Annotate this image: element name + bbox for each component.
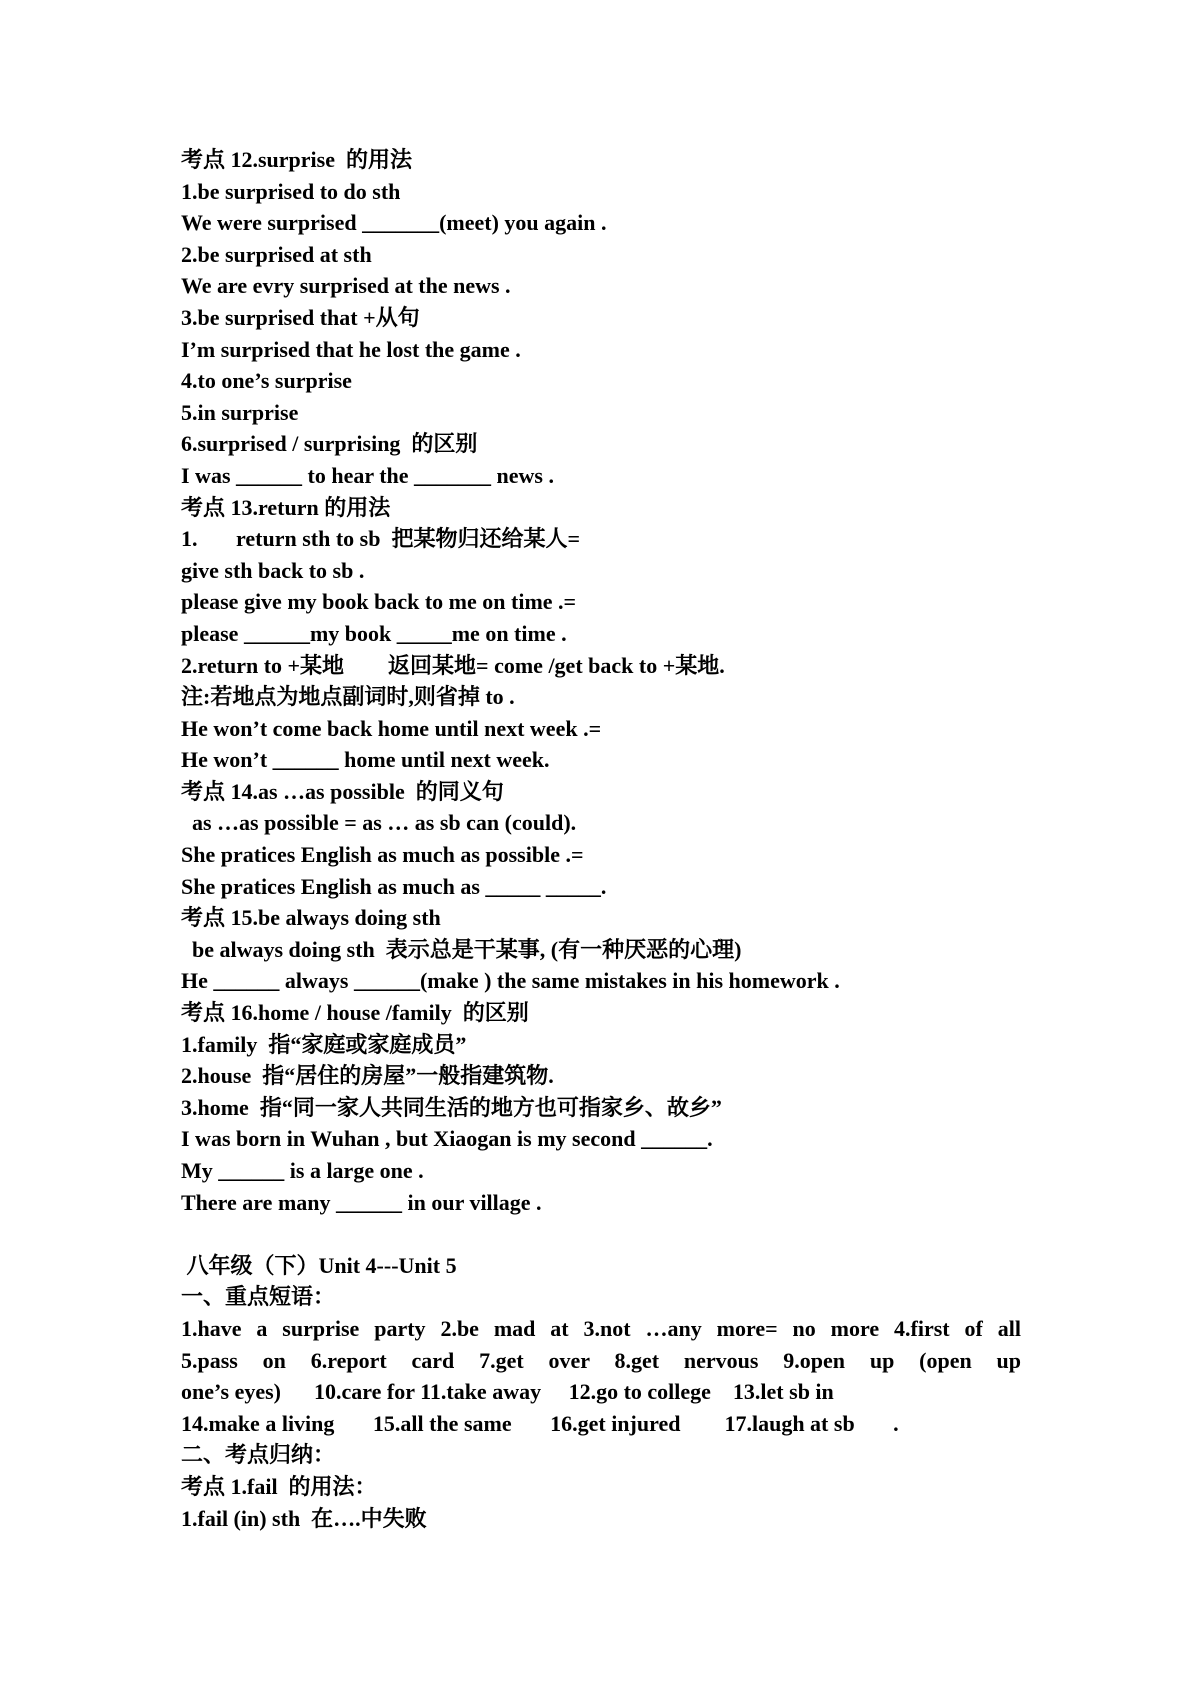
text-line: 4.to one’s surprise [181, 368, 352, 394]
text-line: 3.home 指“同一家人共同生活的地方也可指家乡、故乡” [181, 1094, 722, 1120]
text-line: 6.surprised / surprising 的区别 [181, 431, 478, 457]
section-title-unit: 八年级（下）Unit 4---Unit 5 [181, 1252, 457, 1278]
document-body [181, 144, 1021, 1534]
heading-point-13: 考点 13.return 的用法 [181, 494, 391, 520]
text-line: 1. return sth to sb 把某物归还给某人= [181, 526, 580, 552]
text-line: 1.fail (in) sth 在….中失败 [181, 1505, 427, 1531]
phrase-list-line: 1.have a surprise party 2.be mad at 3.not …any more= no more 4.first of all [181, 1315, 1021, 1341]
example-sentence: He ______ always ______(make ) the same mistakes in his homework . [181, 968, 840, 994]
heading-point-16: 考点 16.home / house /family 的区别 [181, 1000, 529, 1026]
example-sentence: She pratices English as much as _____ _____. [181, 873, 607, 899]
text-line: 3.be surprised that +从句 [181, 304, 420, 330]
phrase-list-line: one’s eyes) 10.care for 11.take away 12.go to college 13.let sb in [181, 1379, 834, 1405]
example-sentence: He won’t ______ home until next week. [181, 747, 550, 773]
text-line: 2.return to +某地 返回某地= come /get back to +某地. [181, 652, 725, 678]
text-line: 2.be surprised at sth [181, 241, 372, 267]
heading-point-15: 考点 15.be always doing sth [181, 905, 441, 931]
heading-point-14: 考点 14.as …as possible 的同义句 [181, 778, 504, 804]
text-line: 5.in surprise [181, 399, 299, 425]
example-sentence: He won’t come back home until next week .= [181, 715, 602, 741]
note-line: 注:若地点为地点副词时,则省掉 to . [181, 684, 515, 710]
example-sentence: There are many ______ in our village . [181, 1189, 542, 1215]
example-sentence: We were surprised _______(meet) you again . [181, 210, 607, 236]
text-line: 1.family 指“家庭或家庭成员” [181, 1031, 467, 1057]
example-sentence: I was born in Wuhan , but Xiaogan is my second ______. [181, 1126, 713, 1152]
example-sentence: please give my book back to me on time .= [181, 589, 577, 615]
section-heading-points: 二、考点归纳： [181, 1442, 336, 1468]
text-line: 2.house 指“居住的房屋”一般指建筑物. [181, 1063, 554, 1089]
example-sentence: We are evry surprised at the news . [181, 273, 511, 299]
section-heading-phrases: 一、重点短语： [181, 1284, 336, 1310]
text-line: be always doing sth 表示总是干某事, (有一种厌恶的心理) [181, 936, 742, 962]
example-sentence: I was ______ to hear the _______ news . [181, 462, 554, 488]
heading-point-12: 考点 12.surprise 的用法 [181, 147, 413, 172]
text-line: 1.be surprised to do sth [181, 178, 401, 204]
example-sentence: My ______ is a large one . [181, 1158, 424, 1183]
text-line: give sth back to sb . [181, 557, 365, 583]
text-line: as …as possible = as … as sb can (could). [181, 810, 577, 836]
phrase-list-line: 5.pass on 6.report card 7.get over 8.get nervous 9.open up (open up [181, 1347, 1021, 1373]
example-sentence: please ______my book _____me on time . [181, 620, 567, 646]
example-sentence: She pratices English as much as possible .= [181, 842, 584, 868]
phrase-list-line: 14.make a living 15.all the same 16.get injured 17.laugh at sb . [181, 1410, 899, 1436]
example-sentence: I’m surprised that he lost the game . [181, 336, 521, 362]
blank-line [181, 1218, 1021, 1250]
heading-point-1: 考点 1.fail 的用法： [181, 1473, 377, 1499]
